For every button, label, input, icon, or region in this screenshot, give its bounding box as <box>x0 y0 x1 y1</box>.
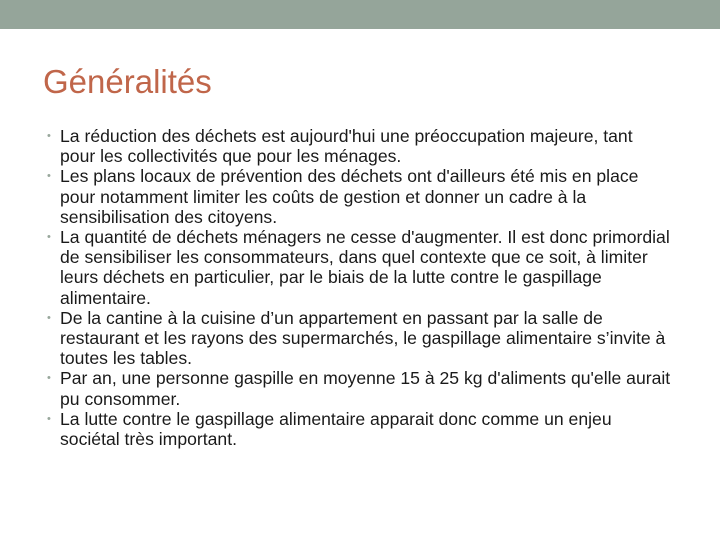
bullet-text: Par an, une personne gaspille en moyenne 15 à 25 kg d'aliments qu'elle aurait pu consommer. <box>60 368 671 409</box>
bullet-text: La lutte contre le gaspillage alimentaire apparait donc comme un enjeu sociétal très important. <box>60 408 612 450</box>
bullet-item <box>47 368 672 408</box>
bullet-text: La quantité de déchets ménagers ne cesse d'augmenter. Il est donc primordial de sensibiliser les consommateurs, dans quel contexte que ce soit, à limiter leurs déchets en particulier, par le biais de la lutte contre le gaspillage alimentaire. <box>60 227 670 308</box>
bullet-dot-icon: • <box>47 311 51 324</box>
bullet-item <box>47 126 672 166</box>
bullet-item <box>47 308 672 369</box>
bullet-text: Les plans locaux de prévention des déchets ont d'ailleurs été mis en place pour notamment limiter les coûts de gestion et donner un cadre à la sensibilisation des citoyens. <box>60 166 639 227</box>
bullet-dot-icon: • <box>47 412 51 425</box>
bullet-item <box>47 227 672 308</box>
bullet-dot-icon: • <box>47 130 51 142</box>
slide-title: Généralités <box>43 63 212 100</box>
bullet-text: La réduction des déchets est aujourd'hui une préoccupation majeure, tant pour les collectivités que pour les ménages. <box>60 126 633 167</box>
bullet-dot-icon: • <box>47 231 51 244</box>
top-accent-bar <box>0 0 720 29</box>
bullet-item <box>47 166 672 227</box>
bullet-text: De la cantine à la cuisine d’un appartement en passant par la salle de restaurant et les rayons des supermarchés, le gaspillage alimentaire s’invite à toutes les tables. <box>60 307 666 369</box>
bullet-dot-icon: • <box>47 170 51 183</box>
bullet-list <box>47 126 672 449</box>
bullet-dot-icon: • <box>47 372 51 385</box>
bullet-item <box>47 409 672 449</box>
